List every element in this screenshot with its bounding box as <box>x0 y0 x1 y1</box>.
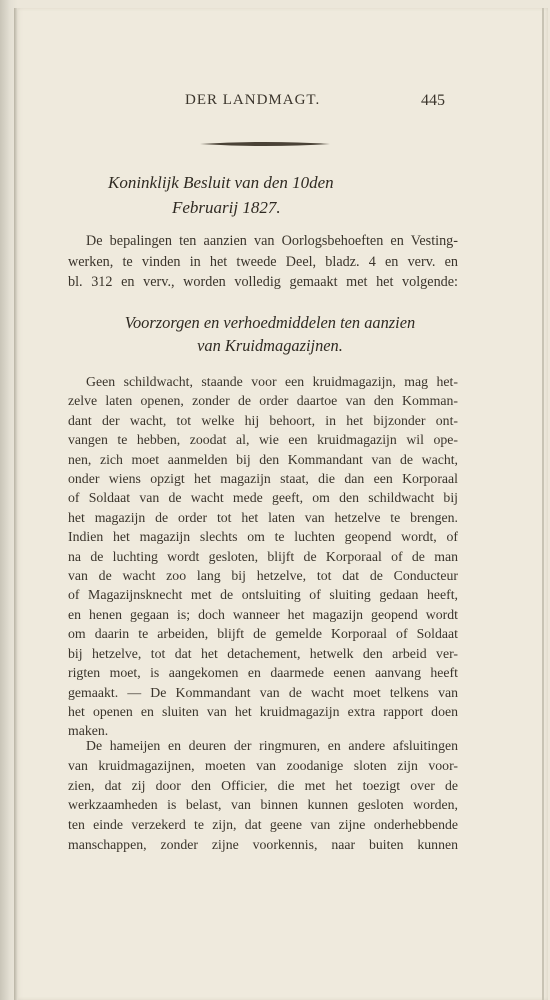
paragraph-line: nen, zich moet aanmelden bij den Kommandant van de wacht, <box>68 451 458 467</box>
body-paragraph-2 <box>68 736 458 855</box>
paragraph-line: het magazijn de order tot het laten van hetzelve te brengen. <box>68 509 458 525</box>
paragraph-line: vangen te hebben, zoodat al, wie een kruidmagazijn wil ope- <box>68 432 458 448</box>
rule-ornament <box>200 141 330 147</box>
paragraph-line: maken. <box>68 723 109 739</box>
paragraph-line: zelve laten openen, zonder de order daartoe van den Komman- <box>68 393 458 409</box>
paragraph-line: ten einde verzekerd te zijn, dat geene van zijne onderhebbende <box>68 817 458 833</box>
running-head: DER LANDMAGT. <box>185 92 321 108</box>
paragraph-line: Indien het magazijn slechts om te luchten geopend wordt, of <box>68 529 458 545</box>
section-heading <box>90 311 450 357</box>
paragraph-line: rigten moet, is aangekomen en daarmede eenen aanvang heeft <box>68 665 458 681</box>
page-number: 445 <box>421 92 445 109</box>
paragraph-line: werkzaamheden is belast, van binnen kunnen gesloten worden, <box>68 797 458 813</box>
paragraph-line: gemaakt. — De Kommandant van de wacht moet telkens van <box>68 684 458 700</box>
decree-title-line-1: Koninklijk Besluit van den 10den <box>108 173 334 192</box>
paragraph-line: zien, dat zij door den Officier, die met het toezigt over de <box>68 777 458 793</box>
paragraph-line: van kruidmagazijnen, moeten van zoodanige sloten zijn voor- <box>68 757 458 773</box>
paragraph-line: bij hetzelve, tot dat het detachement, hetwelk den arbeid ver- <box>68 645 458 661</box>
intro-line: werken, te vinden in het tweede Deel, bladz. 4 en verv. en <box>68 253 458 270</box>
paragraph-line: na de luchting wordt gesloten, blijft de Korporaal of de man <box>68 548 458 564</box>
paragraph-line: van de wacht zoo lang bij hetzelve, tot dat de Conducteur <box>68 568 458 584</box>
decree-title-line-2: Februarij 1827. <box>172 198 281 217</box>
paragraph-line: onder wiens opzigt het magazijn staat, die dan een Korporaal <box>68 471 458 487</box>
paragraph-line: of Soldaat van de wacht mede geeft, om den schildwacht bij <box>68 490 458 506</box>
paragraph-line: dant der wacht, tot welke hij behoort, in het bijzonder ont- <box>68 412 458 428</box>
intro-line: De bepalingen ten aanzien van Oorlogsbehoeften en Vesting- <box>86 233 458 249</box>
paragraph-line: Geen schildwacht, staande voor een kruidmagazijn, mag het- <box>86 374 458 389</box>
page-right-edge <box>542 8 544 1000</box>
paragraph-line: manschappen, zonder zijne voorkennis, naar buiten kunnen <box>68 836 458 852</box>
decree-title <box>108 170 488 220</box>
section-heading-line-1: Voorzorgen en verhoedmiddelen ten aanzien <box>124 313 416 332</box>
paragraph-line: of Magazijnsknecht met de ontsluiting of sluiting gedaan heeft, <box>68 587 458 603</box>
paragraph-line: om daarin te arbeiden, blijft de gemelde Korporaal of Soldaat <box>68 626 458 642</box>
body-paragraph-1 <box>68 372 458 741</box>
paragraph-line: het openen en sluiten van het kruidmagazijn extra rapport doen <box>68 703 458 719</box>
page-gutter-shadow <box>14 8 18 1000</box>
section-heading-line-2: van Kruidmagazijnen. <box>197 336 343 355</box>
paragraph-line: en henen gegaan is; doch wanneer het magazijn geopend wordt <box>68 606 458 622</box>
intro-paragraph <box>68 231 458 293</box>
intro-line: bl. 312 en verv., worden volledig gemaakt met het volgende: <box>68 274 458 291</box>
paragraph-line: De hameijen en deuren der ringmuren, en andere afsluitingen <box>86 738 458 753</box>
